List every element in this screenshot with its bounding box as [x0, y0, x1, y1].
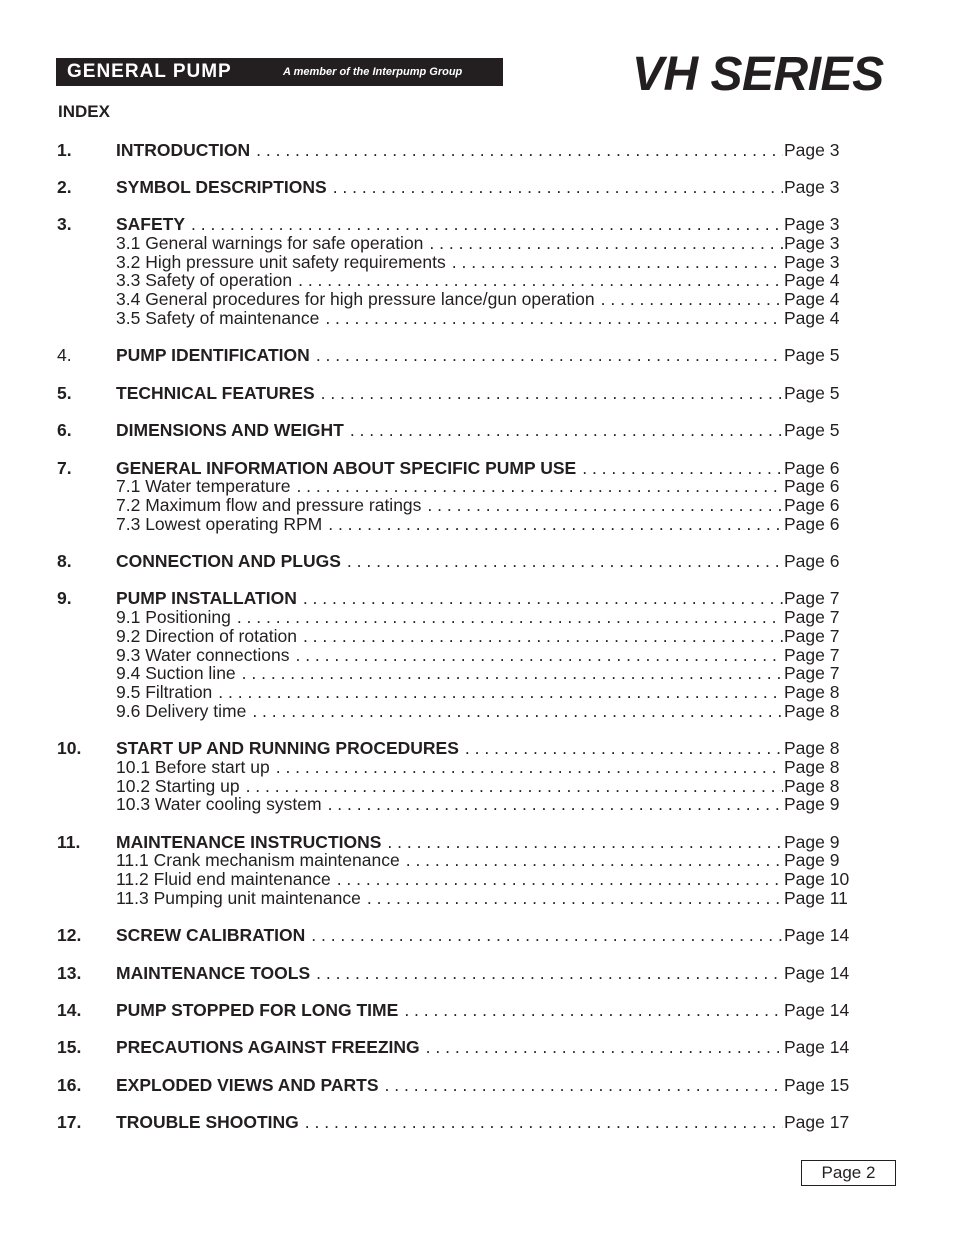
toc-entry-page: Page 4 — [784, 308, 840, 328]
toc-subsection-entry — [0, 627, 954, 646]
toc-entry-row — [116, 702, 783, 721]
toc-entry-row — [116, 1038, 783, 1057]
toc-entry-row — [116, 795, 783, 814]
toc-entry-title: MAINTENANCE INSTRUCTIONS — [116, 833, 382, 852]
toc-entry-row — [116, 777, 783, 796]
toc-subsection-entry — [0, 758, 954, 777]
toc-dot-leader — [429, 234, 783, 253]
toc-entry-page: Page 11 — [784, 888, 848, 908]
toc-entry-row — [116, 552, 783, 571]
toc-section-entry — [0, 1038, 954, 1057]
toc-dot-leader — [452, 253, 783, 272]
toc-entry-page: Page 4 — [784, 289, 840, 309]
toc-entry-number: 2. — [57, 177, 72, 197]
toc-entry-title: 10.2 Starting up — [116, 777, 240, 796]
toc-entry-row — [116, 346, 783, 365]
toc-entry-title: 11.3 Pumping unit maintenance — [116, 889, 361, 908]
toc-section-entry — [0, 178, 954, 197]
toc-entry-page: Page 9 — [784, 794, 840, 814]
toc-entry-row — [116, 309, 783, 328]
toc-section-entry — [0, 589, 954, 608]
toc-subsection-entry — [0, 309, 954, 328]
toc-entry-page: Page 6 — [784, 551, 840, 571]
toc-entry-title: 3.3 Safety of operation — [116, 271, 293, 290]
toc-entry-title: DIMENSIONS AND WEIGHT — [116, 421, 344, 440]
series-title: VH SERIES — [632, 48, 884, 101]
toc-dot-leader — [298, 271, 783, 290]
toc-entry-number: 17. — [57, 1112, 82, 1132]
toc-section-entry — [0, 1001, 954, 1020]
toc-entry-title: 9.5 Filtration — [116, 683, 213, 702]
toc-entry-row — [116, 477, 783, 496]
toc-entry-number: 15. — [57, 1037, 82, 1057]
toc-subsection-entry — [0, 851, 954, 870]
toc-subsection-entry — [0, 795, 954, 814]
toc-entry-title: EXPLODED VIEWS AND PARTS — [116, 1076, 379, 1095]
toc-dot-leader — [404, 1001, 783, 1020]
toc-section-entry — [0, 384, 954, 403]
toc-entry-row — [116, 384, 783, 403]
toc-subsection-entry — [0, 290, 954, 309]
toc-entry-number: 8. — [57, 551, 72, 571]
toc-entry-page: Page 8 — [784, 757, 840, 777]
toc-entry-number: 4. — [57, 345, 72, 365]
toc-entry-row — [116, 926, 783, 945]
toc-entry-title: 10.1 Before start up — [116, 758, 270, 777]
toc-dot-leader — [347, 552, 783, 571]
toc-entry-page: Page 14 — [784, 1037, 850, 1057]
toc-subsection-entry — [0, 664, 954, 683]
toc-dot-leader — [328, 515, 783, 534]
toc-dot-leader — [296, 477, 783, 496]
toc-entry-number: 7. — [57, 458, 72, 478]
toc-section-entry — [0, 1076, 954, 1095]
toc-entry-page: Page 8 — [784, 701, 840, 721]
toc-section-entry — [0, 215, 954, 234]
toc-entry-row — [116, 851, 783, 870]
toc-dot-leader — [237, 608, 783, 627]
toc-entry-title: 7.2 Maximum flow and pressure ratings — [116, 496, 422, 515]
toc-entry-page: Page 9 — [784, 832, 840, 852]
toc-entry-page: Page 3 — [784, 252, 840, 272]
toc-entry-row — [116, 664, 783, 683]
toc-dot-leader — [601, 290, 783, 309]
toc-entry-row — [116, 683, 783, 702]
toc-subsection-entry — [0, 271, 954, 290]
toc-entry-page: Page 17 — [784, 1112, 850, 1132]
toc-entry-row — [116, 253, 783, 272]
toc-entry-page: Page 14 — [784, 963, 850, 983]
toc-dot-leader — [242, 664, 783, 683]
toc-entry-row — [116, 178, 783, 197]
toc-entry-title: 7.3 Lowest operating RPM — [116, 515, 323, 534]
toc-dot-leader — [427, 496, 783, 515]
toc-dot-leader — [387, 833, 783, 852]
toc-entry-page: Page 8 — [784, 738, 840, 758]
toc-subsection-entry — [0, 870, 954, 889]
toc-subsection-entry — [0, 702, 954, 721]
toc-entry-page: Page 5 — [784, 420, 840, 440]
toc-dot-leader — [321, 384, 783, 403]
toc-entry-row — [116, 608, 783, 627]
toc-entry-row — [116, 459, 783, 478]
toc-entry-row — [116, 421, 783, 440]
toc-dot-leader — [316, 964, 783, 983]
toc-entry-row — [116, 271, 783, 290]
toc-entry-title: GENERAL INFORMATION ABOUT SPECIFIC PUMP USE — [116, 459, 577, 478]
toc-entry-row — [116, 627, 783, 646]
toc-entry-row — [116, 515, 783, 534]
toc-dot-leader — [303, 589, 783, 608]
toc-entry-title: SYMBOL DESCRIPTIONS — [116, 178, 327, 197]
toc-subsection-entry — [0, 477, 954, 496]
toc-entry-title: PRECAUTIONS AGAINST FREEZING — [116, 1038, 420, 1057]
toc-entry-title: INTRODUCTION — [116, 141, 251, 160]
toc-entry-title: 11.1 Crank mechanism maintenance — [116, 851, 400, 870]
toc-entry-number: 11. — [57, 832, 81, 852]
toc-entry-page: Page 6 — [784, 495, 840, 515]
toc-entry-row — [116, 870, 783, 889]
toc-entry-row — [116, 234, 783, 253]
toc-dot-leader — [303, 627, 783, 646]
toc-entry-title: PUMP IDENTIFICATION — [116, 346, 310, 365]
toc-entry-page: Page 6 — [784, 458, 840, 478]
toc-section-entry — [0, 926, 954, 945]
toc-entry-row — [116, 964, 783, 983]
page-number-box: Page 2 — [801, 1160, 896, 1186]
toc-dot-leader — [582, 459, 783, 478]
toc-section-entry — [0, 964, 954, 983]
toc-subsection-entry — [0, 496, 954, 515]
toc-dot-leader — [333, 178, 783, 197]
toc-entry-page: Page 8 — [784, 776, 840, 796]
toc-entry-page: Page 7 — [784, 645, 840, 665]
toc-entry-page: Page 5 — [784, 383, 840, 403]
toc-entry-title: START UP AND RUNNING PROCEDURES — [116, 739, 459, 758]
toc-entry-title: 9.3 Water connections — [116, 646, 290, 665]
toc-entry-title: CONNECTION AND PLUGS — [116, 552, 341, 571]
toc-entry-title: 9.4 Suction line — [116, 664, 236, 683]
toc-entry-row — [116, 589, 783, 608]
toc-entry-title: SCREW CALIBRATION — [116, 926, 306, 945]
toc-entry-title: PUMP STOPPED FOR LONG TIME — [116, 1001, 399, 1020]
toc-entry-number: 3. — [57, 214, 72, 234]
toc-entry-page: Page 10 — [784, 869, 850, 889]
toc-entry-row — [116, 496, 783, 515]
toc-subsection-entry — [0, 234, 954, 253]
toc-entry-page: Page 5 — [784, 345, 840, 365]
toc-entry-row — [116, 646, 783, 665]
toc-dot-leader — [426, 1038, 783, 1057]
toc-entry-number: 5. — [57, 383, 72, 403]
toc-subsection-entry — [0, 889, 954, 908]
toc-dot-leader — [367, 889, 783, 908]
toc-section-entry — [0, 1113, 954, 1132]
toc-entry-number: 6. — [57, 420, 72, 440]
toc-entry-page: Page 7 — [784, 663, 840, 683]
toc-subsection-entry — [0, 515, 954, 534]
toc-subsection-entry — [0, 683, 954, 702]
toc-section-entry — [0, 552, 954, 571]
toc-subsection-entry — [0, 608, 954, 627]
toc-entry-row — [116, 889, 783, 908]
toc-entry-page: Page 7 — [784, 607, 840, 627]
toc-entry-row — [116, 833, 783, 852]
toc-dot-leader — [305, 1113, 783, 1132]
toc-dot-leader — [256, 141, 783, 160]
toc-entry-row — [116, 141, 783, 160]
toc-section-entry — [0, 346, 954, 365]
toc-dot-leader — [252, 702, 783, 721]
toc-entry-title: 9.6 Delivery time — [116, 702, 247, 721]
toc-entry-title: 9.1 Positioning — [116, 608, 231, 627]
toc-entry-title: 7.1 Water temperature — [116, 477, 291, 496]
toc-entry-row — [116, 1076, 783, 1095]
toc-entry-row — [116, 215, 783, 234]
toc-entry-title: 3.2 High pressure unit safety requirements — [116, 253, 446, 272]
toc-entry-title: 3.5 Safety of maintenance — [116, 309, 320, 328]
index-heading: INDEX — [58, 102, 110, 121]
toc-entry-number: 13. — [57, 963, 82, 983]
toc-dot-leader — [218, 683, 783, 702]
toc-dot-leader — [316, 346, 783, 365]
toc-entry-row — [116, 758, 783, 777]
toc-entry-page: Page 6 — [784, 476, 840, 496]
toc-entry-title: 9.2 Direction of rotation — [116, 627, 297, 646]
toc-dot-leader — [465, 739, 783, 758]
toc-entry-number: 9. — [57, 588, 72, 608]
toc-entry-row — [116, 290, 783, 309]
toc-entry-page: Page 7 — [784, 588, 840, 608]
toc-entry-page: Page 8 — [784, 682, 840, 702]
toc-dot-leader — [406, 851, 783, 870]
toc-entry-number: 1. — [57, 140, 72, 160]
toc-entry-title: MAINTENANCE TOOLS — [116, 964, 311, 983]
toc-entry-title: PUMP INSTALLATION — [116, 589, 297, 608]
toc-section-entry — [0, 739, 954, 758]
toc-entry-row — [116, 739, 783, 758]
toc-entry-number: 14. — [57, 1000, 82, 1020]
toc-entry-page: Page 4 — [784, 270, 840, 290]
toc-entry-page: Page 15 — [784, 1075, 850, 1095]
toc-entry-row — [116, 1113, 783, 1132]
toc-entry-page: Page 6 — [784, 514, 840, 534]
toc-dot-leader — [325, 309, 783, 328]
brand-name: GENERAL PUMP — [67, 61, 232, 82]
toc-entry-number: 12. — [57, 925, 82, 945]
toc-entry-page: Page 3 — [784, 140, 840, 160]
toc-dot-leader — [311, 926, 783, 945]
toc-entry-page: Page 14 — [784, 925, 850, 945]
toc-entry-title: 3.1 General warnings for safe operation — [116, 234, 424, 253]
brand-tagline: A member of the Interpump Group — [283, 66, 463, 78]
toc-dot-leader — [328, 795, 783, 814]
toc-entry-page: Page 3 — [784, 214, 840, 234]
toc-entry-page: Page 3 — [784, 233, 840, 253]
toc-entry-page: Page 3 — [784, 177, 840, 197]
toc-entry-page: Page 7 — [784, 626, 840, 646]
toc-entry-title: SAFETY — [116, 215, 186, 234]
toc-entry-title: TROUBLE SHOOTING — [116, 1113, 299, 1132]
toc-entry-title: 11.2 Fluid end maintenance — [116, 870, 331, 889]
toc-section-entry — [0, 421, 954, 440]
toc-entry-row — [116, 1001, 783, 1020]
toc-entry-title: 10.3 Water cooling system — [116, 795, 322, 814]
toc-entry-page: Page 14 — [784, 1000, 850, 1020]
brand-bar — [56, 58, 503, 86]
toc-dot-leader — [350, 421, 783, 440]
toc-dot-leader — [295, 646, 783, 665]
toc-dot-leader — [191, 215, 783, 234]
toc-dot-leader — [246, 777, 783, 796]
toc-dot-leader — [276, 758, 783, 777]
toc-section-entry — [0, 141, 954, 160]
toc-entry-number: 16. — [57, 1075, 82, 1095]
toc-entry-page: Page 9 — [784, 850, 840, 870]
toc-entry-title: TECHNICAL FEATURES — [116, 384, 315, 403]
toc-entry-title: 3.4 General procedures for high pressure lance/gun operation — [116, 290, 595, 309]
toc-dot-leader — [385, 1076, 783, 1095]
toc-entry-number: 10. — [57, 738, 82, 758]
toc-dot-leader — [337, 870, 783, 889]
